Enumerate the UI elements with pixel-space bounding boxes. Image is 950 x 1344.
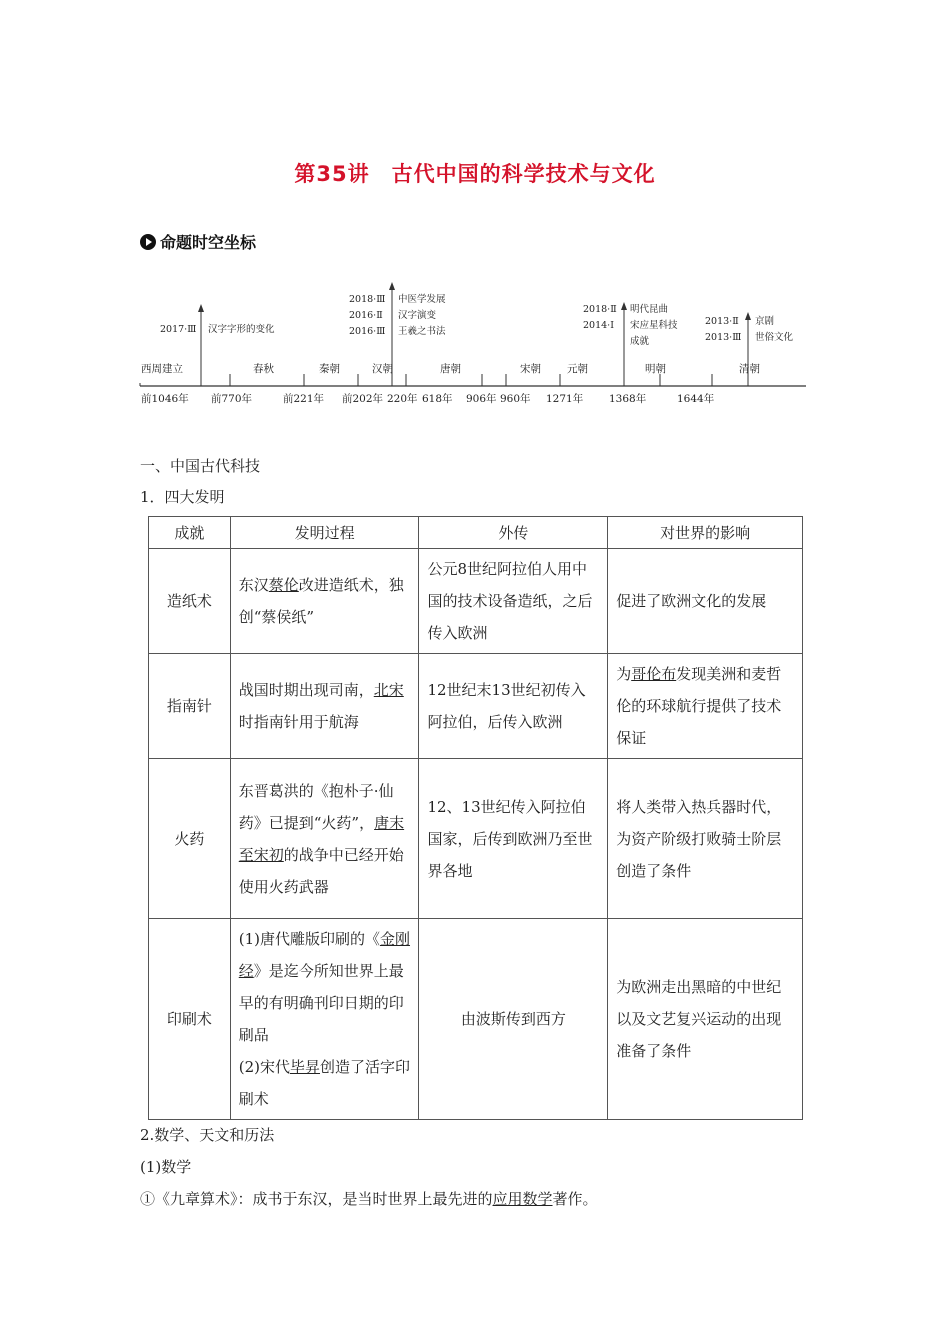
section-heading-label: 命题时空坐标 (160, 233, 257, 252)
table-row (149, 759, 803, 919)
table-header-row (149, 517, 803, 549)
section-title: 一、中国古代科技 (140, 457, 261, 475)
table-header: 发明过程 (230, 517, 419, 549)
year-label: 1644年 (677, 393, 715, 405)
invention-process: 战国时期出现司南，北宋时指南针用于航海 (230, 654, 419, 759)
invention-impact: 为欧洲走出黑暗的中世纪以及文艺复兴运动的出现准备了条件 (608, 919, 803, 1120)
event-item: 明代昆曲 (630, 304, 669, 315)
event-item: 京剧 (755, 316, 775, 327)
invention-spread: 公元8世纪阿拉伯人用中国的技术设备造纸，之后传入欧洲 (419, 549, 608, 654)
event-item: 宋应星科技 (630, 320, 678, 331)
subsection-title: 2.数学、天文和历法 (140, 1126, 275, 1144)
dynasty-label: 明朝 (645, 363, 666, 375)
event-item: 汉字演变 (398, 310, 437, 321)
inventions-table (148, 516, 803, 1120)
event-refs: 2016·Ⅲ (349, 326, 386, 337)
year-label: 220年 (387, 393, 418, 405)
event-refs: 2018·Ⅱ (583, 304, 617, 315)
year-label: 前221年 (283, 393, 325, 405)
subsubsection-title: (1)数学 (140, 1158, 192, 1176)
event-refs: 2016·Ⅱ (349, 310, 383, 321)
invention-spread: 由波斯传到西方 (419, 919, 608, 1120)
year-label: 前770年 (211, 393, 253, 405)
event-refs: 2013·Ⅱ (705, 316, 739, 327)
invention-name: 指南针 (149, 654, 231, 759)
invention-impact: 为哥伦布发现美洲和麦哲伦的环球航行提供了技术保证 (608, 654, 803, 759)
event-refs: 2014·Ⅰ (583, 320, 614, 331)
dynasty-label: 唐朝 (440, 363, 461, 375)
event-refs: 2017·Ⅲ (160, 324, 197, 335)
event-item: 中医学发展 (398, 294, 446, 305)
dynasty-label: 西周建立 (141, 363, 183, 375)
timeline (0, 0, 950, 420)
event-item: 王羲之书法 (398, 326, 446, 337)
invention-impact: 促进了欧洲文化的发展 (608, 549, 803, 654)
year-label: 前1046年 (141, 393, 189, 405)
invention-name: 印刷术 (149, 919, 231, 1120)
dynasty-label: 清朝 (739, 363, 760, 375)
event-item: 成就 (630, 336, 650, 347)
dynasty-label: 春秋 (253, 363, 274, 375)
timeline-axis (0, 0, 950, 420)
year-label: 1368年 (609, 393, 647, 405)
dynasty-label: 秦朝 (319, 363, 340, 375)
year-label: 960年 (500, 393, 531, 405)
invention-process: (1)唐代雕版印刷的《金刚经》是迄今所知世界上最早的有明确刊印日期的印刷品 (2)宋代毕昇创造了活字印刷术 (230, 919, 419, 1120)
page-title: 第35讲 古代中国的科学技术与文化 (294, 162, 656, 186)
invention-impact: 将人类带入热兵器时代，为资产阶级打败骑士阶层创造了条件 (608, 759, 803, 919)
subsection-title: 1．四大发明 (140, 488, 225, 506)
year-label: 1271年 (546, 393, 584, 405)
table-row (149, 654, 803, 759)
table-header: 成就 (149, 517, 231, 549)
body-text: ①《九章算术》：成书于东汉，是当时世界上最先进的应用数学著作。 (140, 1190, 598, 1208)
year-label: 906年 (466, 393, 497, 405)
table-row (149, 549, 803, 654)
table-header: 对世界的影响 (608, 517, 803, 549)
invention-spread: 12世纪末13世纪初传入阿拉伯，后传入欧洲 (419, 654, 608, 759)
year-label: 前202年 (342, 393, 384, 405)
dynasty-label: 宋朝 (520, 363, 541, 375)
invention-process: 东汉蔡伦改进造纸术，独创“蔡侯纸” (230, 549, 419, 654)
event-item: 汉字字形的变化 (208, 324, 275, 335)
invention-name: 造纸术 (149, 549, 231, 654)
event-item: 世俗文化 (755, 332, 794, 343)
table-row (149, 919, 803, 1120)
dynasty-label: 元朝 (567, 363, 588, 375)
event-refs: 2018·Ⅲ (349, 294, 386, 305)
invention-name: 火药 (149, 759, 231, 919)
invention-process: 东晋葛洪的《抱朴子·仙药》已提到“火药”，唐末至宋初的战争中已经开始使用火药武器 (230, 759, 419, 919)
event-refs: 2013·Ⅲ (705, 332, 742, 343)
table-header: 外传 (419, 517, 608, 549)
invention-spread: 12、13世纪传入阿拉伯国家，后传到欧洲乃至世界各地 (419, 759, 608, 919)
dynasty-label: 汉朝 (372, 363, 393, 375)
year-label: 618年 (422, 393, 453, 405)
